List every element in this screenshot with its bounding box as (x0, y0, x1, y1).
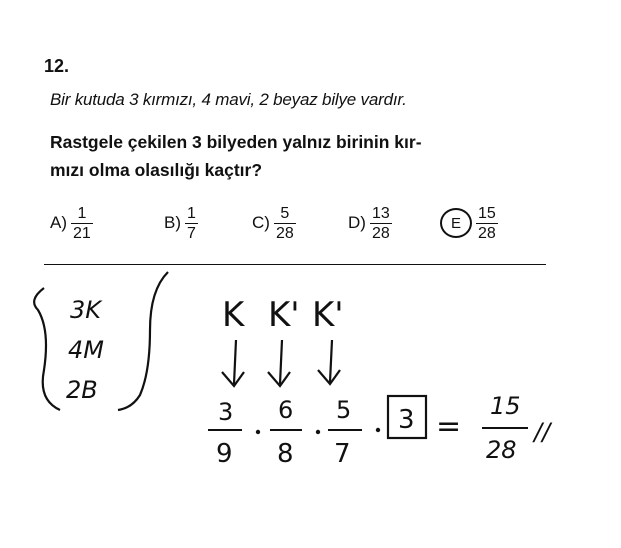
pattern-second: K' (268, 295, 300, 335)
count-red: 3K (70, 296, 102, 324)
equals-sign: = (436, 409, 462, 444)
choice-a-denominator: 21 (73, 224, 91, 242)
question-number: 12. (44, 56, 70, 76)
question-line-2: mızı olma olasılığı kaçtır? (50, 160, 263, 180)
fraction-1-numerator: 3 (218, 398, 234, 426)
arrow-3 (318, 340, 340, 384)
choice-b-label: B) (164, 213, 181, 232)
pattern-third: K' (312, 295, 344, 335)
choice-a-label: A) (50, 213, 67, 232)
question-line-1: Rastgele çekilen 3 bilyeden yalnız birinin kır- (50, 132, 422, 152)
fraction-3-numerator: 5 (336, 396, 352, 424)
choice-b-numerator: 1 (187, 204, 196, 222)
count-blue: 4M (68, 336, 104, 364)
choice-e-denominator: 28 (478, 224, 496, 242)
dot-2 (316, 430, 320, 434)
choice-c-numerator: 5 (280, 204, 290, 222)
fraction-2-numerator: 6 (278, 396, 294, 424)
choice-c-label: C) (252, 213, 270, 232)
fraction-3-denominator: 7 (334, 439, 351, 469)
pattern-first: K (222, 295, 245, 335)
choice-b-denominator: 7 (187, 224, 196, 242)
choice-c-denominator: 28 (275, 224, 294, 242)
choice-d-denominator: 28 (371, 224, 390, 242)
left-bracket-stroke (34, 288, 60, 410)
choice-d-label: D) (348, 213, 366, 232)
multiplier-value: 3 (398, 405, 415, 435)
end-mark: // (534, 418, 551, 446)
arrow-2 (268, 340, 290, 386)
choice-a-numerator: 1 (77, 204, 87, 222)
fraction-1-denominator: 9 (216, 439, 233, 469)
choice-d-numerator: 13 (371, 204, 390, 222)
dot-1 (256, 430, 260, 434)
right-bracket-stroke (118, 272, 168, 410)
result-numerator: 15 (490, 392, 521, 420)
fraction-2-denominator: 8 (277, 439, 294, 469)
count-white: 2B (66, 376, 98, 404)
arrow-1 (222, 340, 244, 386)
question-stem: Bir kutuda 3 kırmızı, 4 mavi, 2 beyaz bilye vardır. (50, 90, 407, 109)
choice-e-numerator: 15 (478, 204, 496, 222)
dot-3 (376, 428, 380, 432)
result-denominator: 28 (486, 436, 517, 464)
choice-e-circled-label: E (440, 208, 472, 238)
